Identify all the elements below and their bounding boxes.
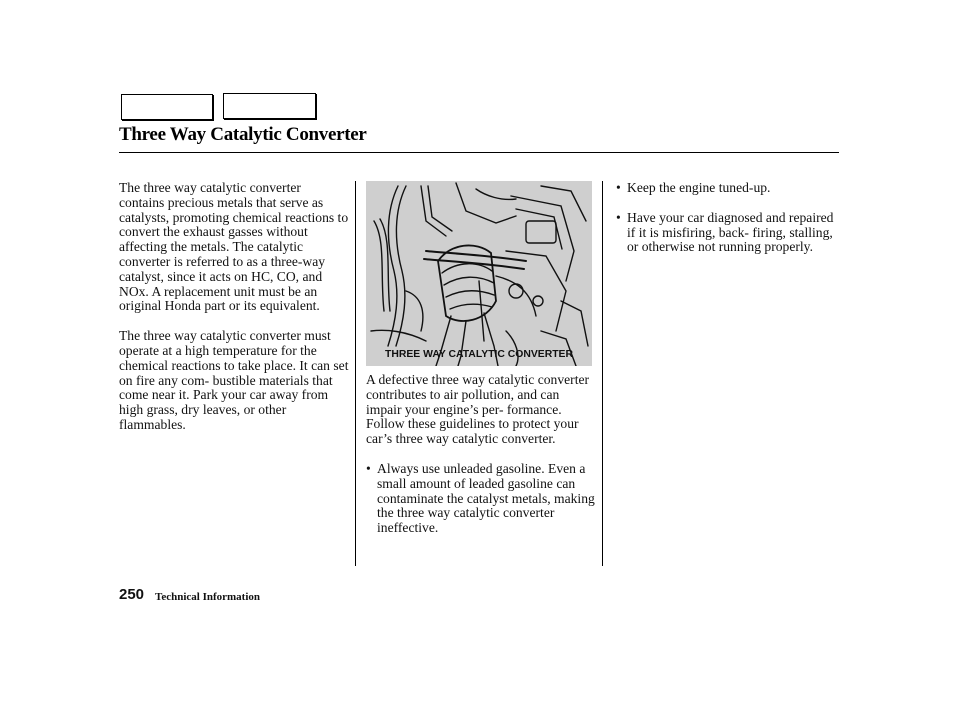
bullet-text: Always use unleaded gasoline. Even a small amount of leaded gasoline can contaminate the catalyst metals, making the three way catalytic converter ineffective.	[377, 460, 595, 536]
middle-paragraph: A defective three way catalytic converter contributes to air pollution, and can impair your engine’s per- formance. Follow these guidelines to protect your car’s three way catalytic converter.	[366, 372, 590, 447]
bullet-text: Have your car diagnosed and repaired if it is misfiring, back- firing, stalling, or otherwise not running properly.	[627, 209, 834, 255]
catalytic-converter-illustration	[366, 181, 592, 366]
engine-bay-drawing	[366, 181, 592, 366]
left-paragraph-2: The three way catalytic converter must operate at a high temperature for the chemical reactions to take place. It can set on fire any com- bustible materials that come near it. Park your car away from high grass, dry leaves, or other flammables.	[119, 328, 349, 432]
bullet-item	[616, 211, 838, 255]
middle-column	[366, 373, 596, 551]
column-divider-2	[602, 181, 603, 566]
section-name: Technical Information	[155, 591, 261, 603]
title-rule	[119, 152, 839, 153]
bullet-dot: •	[616, 209, 621, 225]
bullet-text: Keep the engine tuned-up.	[627, 180, 771, 195]
left-column	[119, 181, 349, 448]
nav-tab-box-2[interactable]	[223, 93, 316, 119]
bullet-item	[616, 181, 838, 196]
page-number: 250	[119, 586, 145, 603]
column-divider-1	[355, 181, 356, 566]
right-column	[616, 181, 838, 270]
page-title: Three Way Catalytic Converter	[119, 124, 367, 145]
bullet-dot: •	[616, 180, 621, 195]
figure-caption: THREE WAY CATALYTIC CONVERTER	[384, 349, 573, 360]
left-paragraph-1: The three way catalytic converter contains precious metals that serve as catalysts, promoting chemical reactions to convert the exhaust gasses without affecting the metals. The catalytic converter is referred to as a three-way catalyst, since it acts on HC, CO, and NOx. A replacement unit must be an original Honda part or its equivalent.	[119, 180, 349, 314]
bullet-item	[366, 462, 596, 536]
nav-tab-box-1[interactable]	[121, 94, 213, 120]
bullet-dot: •	[366, 460, 371, 476]
